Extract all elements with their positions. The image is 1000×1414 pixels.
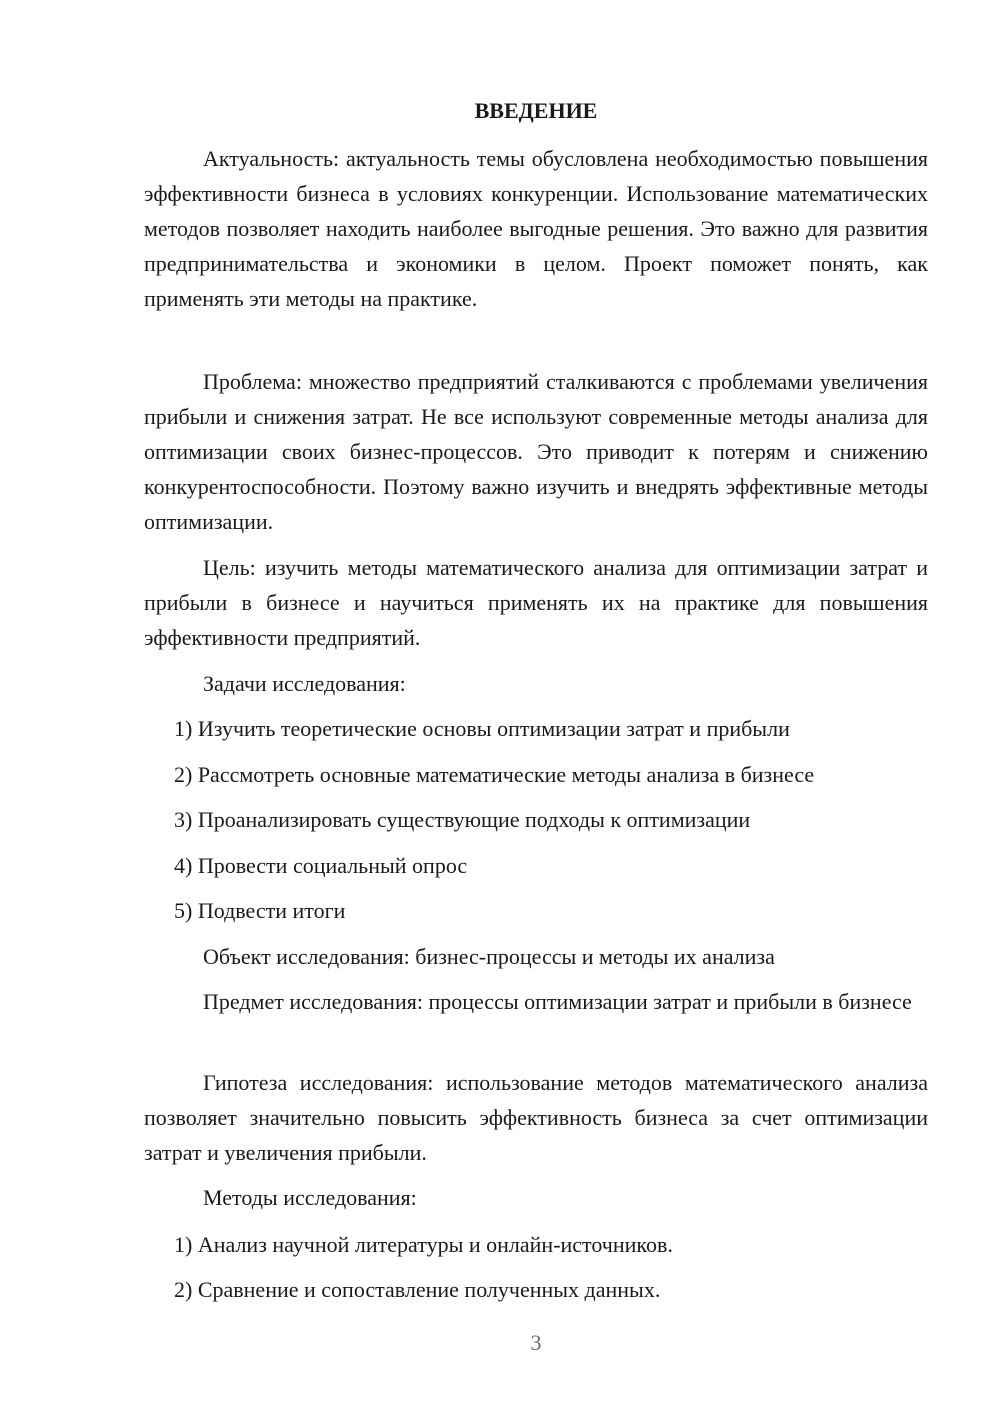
hypothesis-paragraph: Гипотеза исследования: использование методов математического анализа позволяет значительно повысить эффективность бизнеса за счет оптимизации затрат и увеличения прибыли.	[144, 1070, 928, 1165]
goal-paragraph: Цель: изучить методы математического анализа для оптимизации затрат и прибыли в бизнесе и научиться применять их на практике для повышения эффективности предприятий.	[144, 555, 928, 650]
subject-paragraph: Предмет исследования: процессы оптимизации затрат и прибыли в бизнесе	[203, 989, 912, 1014]
methods-heading: Методы исследования:	[203, 1185, 417, 1210]
problem-paragraph: Проблема: множество предприятий сталкиваются с проблемами увеличения прибыли и снижения затрат. Не все используют современные методы анализа для оптимизации своих бизнес-процессов. Это приводит к потерям и снижению конкурентоспособности. Поэтому важно изучить и внедрять эффективные методы оптимизации.	[144, 369, 928, 534]
page-title: ВВЕДЕНИЕ	[474, 98, 598, 123]
tasks-heading: Задачи исследования:	[203, 671, 406, 696]
task-item: 4) Провести социальный опрос	[174, 853, 468, 878]
page-number: 3	[530, 1330, 542, 1355]
method-item: 1) Анализ научной литературы и онлайн-источников.	[174, 1232, 673, 1257]
task-item: 2) Рассмотреть основные математические методы анализа в бизнесе	[174, 762, 815, 787]
method-item: 2) Сравнение и сопоставление полученных данных.	[174, 1277, 661, 1302]
task-item: 5) Подвести итоги	[174, 898, 346, 923]
task-item: 3) Проанализировать существующие подходы к оптимизации	[174, 807, 751, 832]
relevance-paragraph: Актуальность: актуальность темы обусловлена необходимостью повышения эффективности бизнеса в условиях конкуренции. Использование математических методов позволяет находить наиболее выгодные решения. Это важно для развития предпринимательства и экономики в целом. Проект поможет понять, как применять эти методы на практике.	[144, 146, 928, 311]
task-item: 1) Изучить теоретические основы оптимизации затрат и прибыли	[174, 716, 790, 741]
document-page	[144, 0, 928, 1414]
object-paragraph: Объект исследования: бизнес-процессы и методы их анализа	[203, 944, 775, 969]
